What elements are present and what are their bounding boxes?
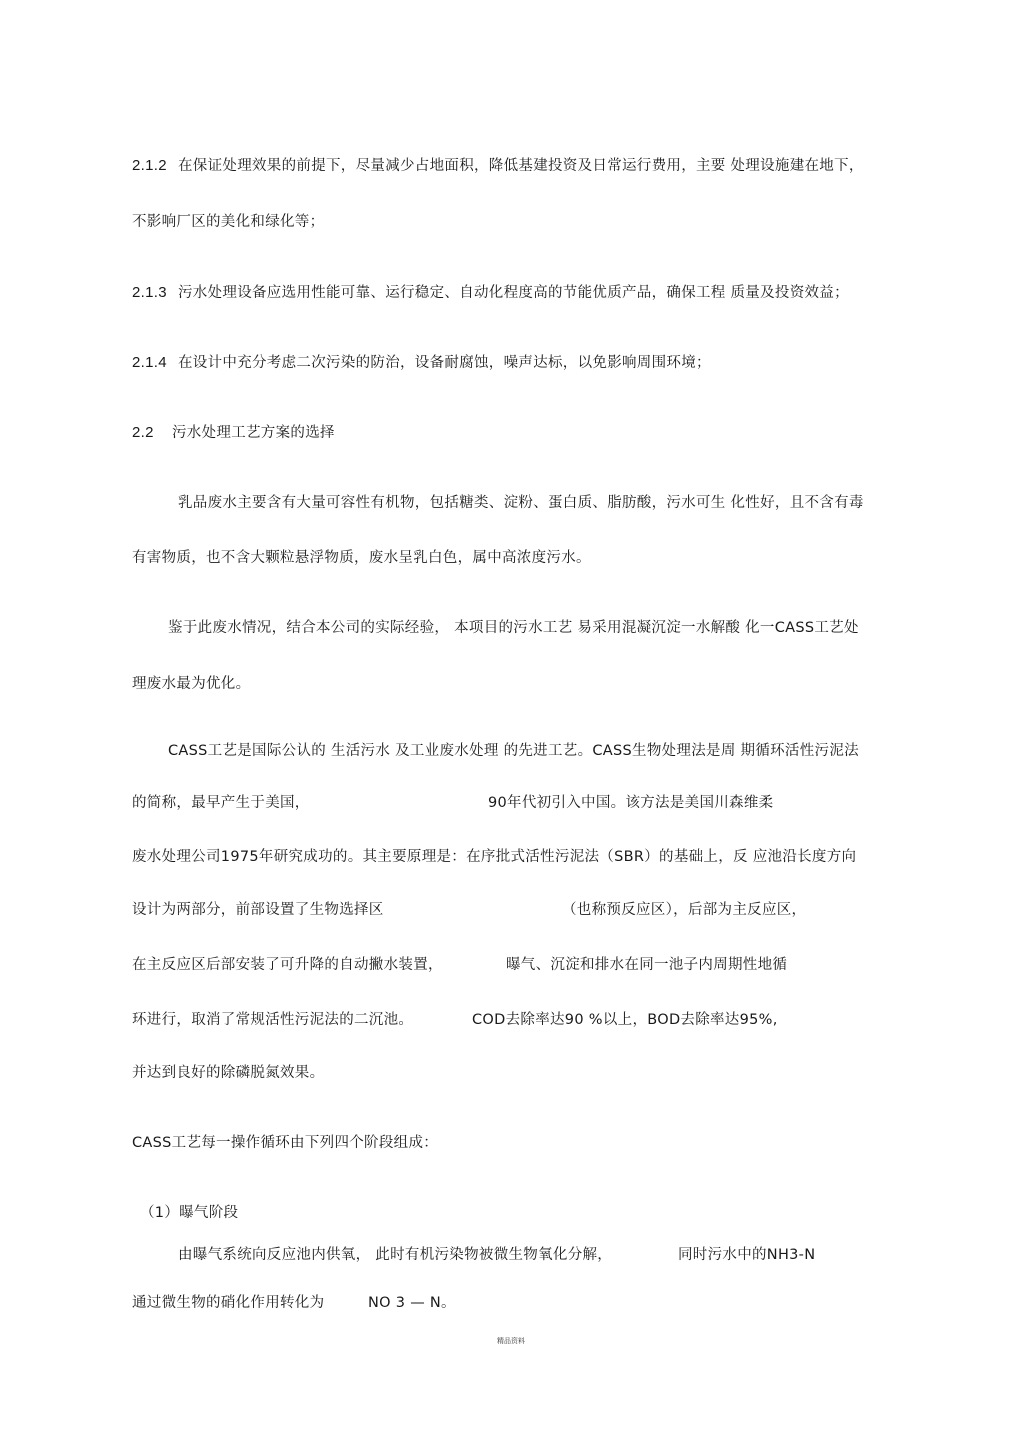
- section-number-2-1-3: 2.1.3: [132, 284, 167, 301]
- paragraph-3-line-6b: COD去除率达90 %以上，BOD去除率达95%,: [472, 1012, 778, 1028]
- stage-1-title: （1）曝气阶段: [140, 1205, 239, 1221]
- stage-1-line-1a: 由曝气系统向反应池内供氧， 此时有机污染物被微生物氧化分解，: [178, 1247, 613, 1263]
- paragraph-3-line-5a: 在主反应区后部安装了可升降的自动撇水装置，: [132, 957, 443, 973]
- section-2-2-title: 污水处理工艺方案的选择: [172, 425, 335, 441]
- page-footer: 精品资料: [497, 1337, 525, 1345]
- paragraph-1-line-2: 有害物质，也不含大颗粒悬浮物质，废水呈乳白色，属中高浓度污水。: [132, 550, 591, 566]
- section-2-1-4-line-1: 在设计中充分考虑二次污染的防治，设备耐腐蚀，噪声达标，以免影响周围环境；: [178, 355, 711, 371]
- paragraph-2-line-2: 理废水最为优化。: [132, 676, 251, 692]
- paragraph-3-line-2b: 90年代初引入中国。该方法是美国川森维柔: [488, 795, 774, 811]
- stage-1-line-2b: NO 3 — N。: [368, 1295, 456, 1311]
- paragraph-3-line-4b: （也称预反应区），后部为主反应区，: [562, 902, 807, 918]
- stage-1-line-2a: 通过微生物的硝化作用转化为: [132, 1295, 325, 1311]
- section-number-2-1-4: 2.1.4: [132, 354, 167, 371]
- paragraph-3-line-4a: 设计为两部分，前部设置了生物选择区: [132, 902, 384, 918]
- paragraph-3-line-2a: 的简称，最早产生于美国，: [132, 795, 310, 811]
- section-number-2-1-2: 2.1.2: [132, 157, 167, 174]
- stage-1-line-1b: 同时污水中的NH3-N: [678, 1247, 816, 1263]
- section-2-1-3-line-1: 污水处理设备应选用性能可靠、运行稳定、自动化程度高的节能优质产品，确保工程 质量及投资效益；: [178, 285, 849, 301]
- paragraph-3-line-1: CASS工艺是国际公认的 生活污水 及工业废水处理 的先进工艺。CASS生物处理法是周 期循环活性污泥法: [168, 743, 859, 759]
- paragraph-3-line-3: 废水处理公司1975年研究成功的。其主要原理是：在序批式活性污泥法（SBR）的基础上，反 应池沿长度方向: [132, 849, 857, 865]
- paragraph-2-line-1: 鉴于此废水情况，结合本公司的实际经验， 本项目的污水工艺 易采用混凝沉淀一水解酸 化一CASS工艺处: [168, 620, 859, 636]
- paragraph-3-line-7: 并达到良好的除磷脱氮效果。: [132, 1065, 325, 1081]
- section-2-1-2-line-1: 在保证处理效果的前提下，尽量减少占地面积，降低基建投资及日常运行费用，主要 处理设施建在地下，: [178, 158, 864, 174]
- paragraph-3-line-5b: 曝气、沉淀和排水在同一池子内周期性地循: [506, 957, 788, 973]
- section-number-2-2: 2.2: [132, 424, 154, 441]
- paragraph-4-line-1: CASS工艺每一操作循环由下列四个阶段组成：: [132, 1135, 439, 1151]
- paragraph-3-line-6a: 环进行，取消了常规活性污泥法的二沉池。: [132, 1012, 414, 1028]
- paragraph-1-line-1: 乳品废水主要含有大量可容性有机物，包括糖类、淀粉、蛋白质、脂肪酸，污水可生 化性好，且不含有毒: [178, 495, 864, 511]
- section-2-1-2-line-2: 不影响厂区的美化和绿化等；: [132, 214, 325, 230]
